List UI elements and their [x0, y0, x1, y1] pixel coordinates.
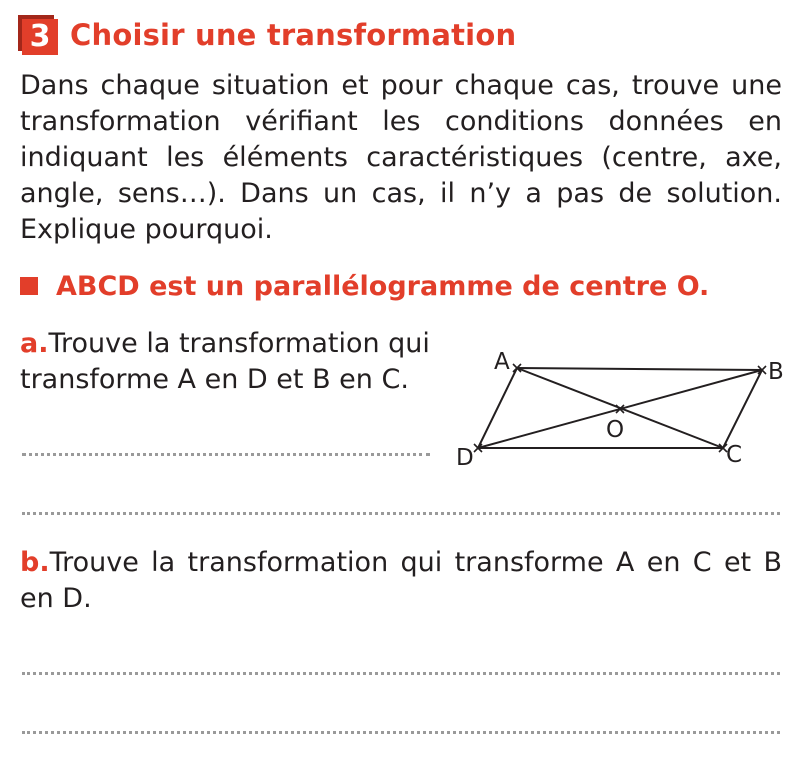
label-d: D — [456, 445, 474, 471]
question-b-label: b. — [20, 547, 50, 578]
question-b-text: Trouve la transformation qui transforme A en C et B en D. — [20, 547, 782, 614]
answer-line-b-1[interactable] — [22, 672, 780, 675]
answer-line-a-2[interactable] — [22, 512, 780, 515]
exercise-number: 3 — [22, 19, 58, 55]
exercise-title: Choisir une transformation — [70, 18, 517, 52]
label-b: B — [768, 359, 784, 385]
label-o: O — [606, 417, 625, 443]
square-bullet-icon — [20, 277, 38, 295]
exercise-number-badge — [18, 15, 58, 55]
label-a: A — [494, 349, 510, 375]
parallelogram-figure — [450, 345, 790, 475]
section-heading-text: ABCD est un parallélogramme de centre O. — [56, 270, 710, 302]
answer-line-b-2[interactable] — [22, 731, 780, 734]
exercise-instructions: Dans chaque situation et pour chaque cas, trouve une transformation vérifiant les conditions données en indiquant les éléments caractéristiques (centre, axe, angle, sens…). Dans un cas, il n’y a pas de solution. Explique pourquoi. — [20, 70, 782, 245]
question-a-text: Trouve la transformation qui transforme A en D et B en C. — [20, 328, 430, 395]
label-c: C — [726, 442, 743, 468]
answer-line-a-1[interactable] — [22, 453, 430, 456]
question-a-label: a. — [20, 328, 49, 359]
exercise-header — [18, 14, 516, 56]
question-a — [20, 326, 490, 398]
question-b — [20, 545, 782, 617]
section-heading — [20, 266, 709, 306]
